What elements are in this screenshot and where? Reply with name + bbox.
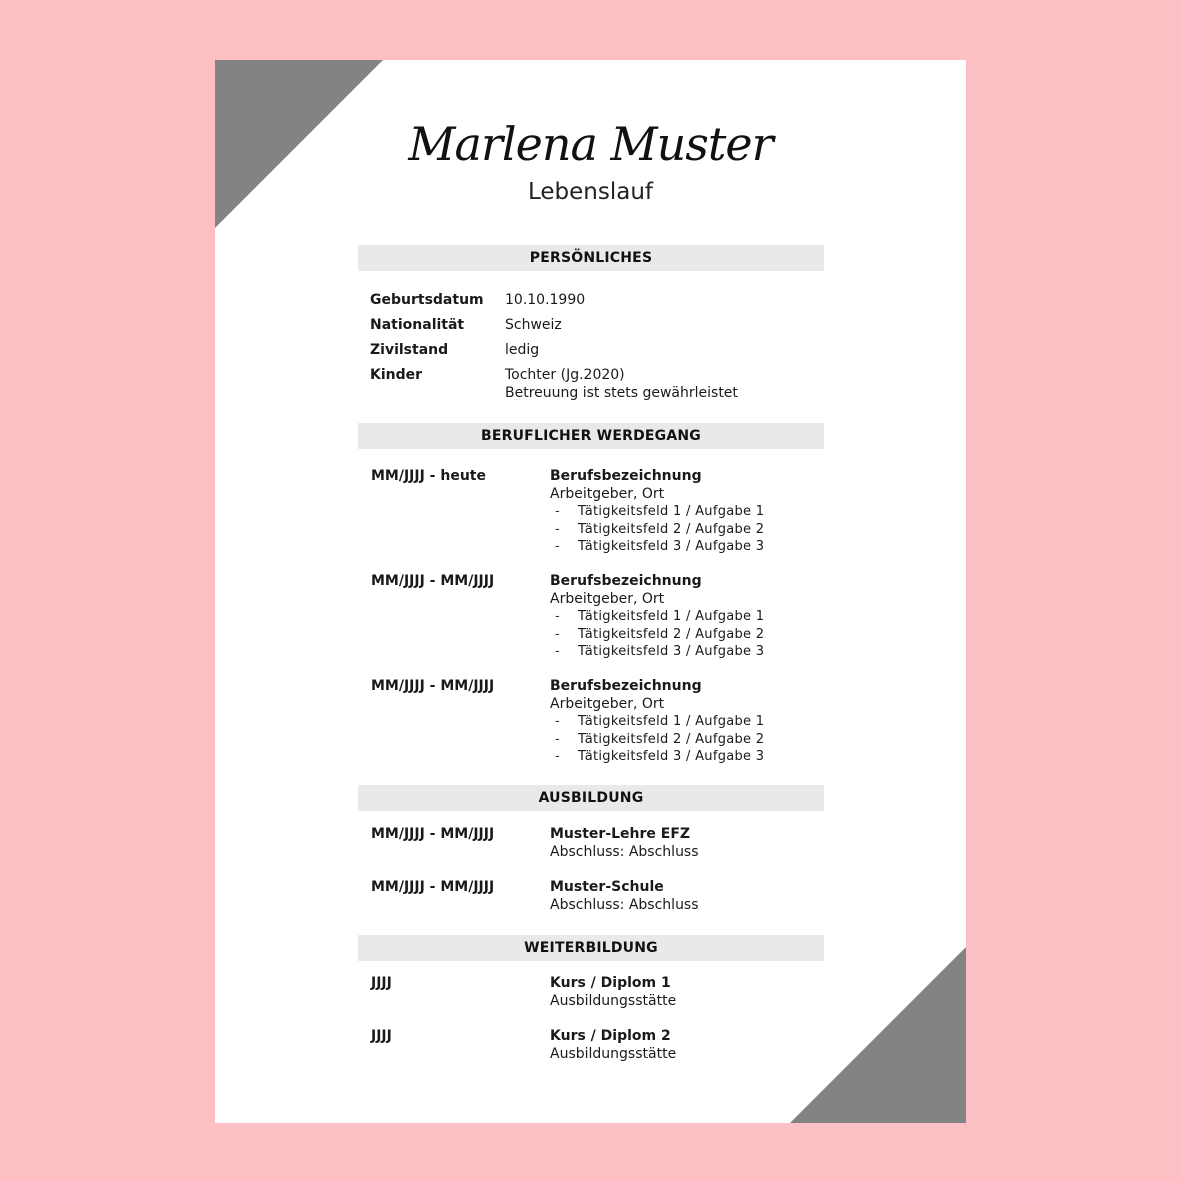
- personal-label: Zivilstand: [370, 342, 449, 358]
- personal-label: Kinder: [370, 367, 423, 383]
- personal-value: Schweiz: [505, 317, 562, 333]
- list-dash: -: [555, 627, 560, 642]
- list-dash: -: [555, 522, 560, 537]
- list-dash: -: [555, 749, 560, 764]
- career-employer: Arbeitgeber, Ort: [550, 696, 665, 712]
- education-period: MM/JJJJ - MM/JJJJ: [371, 879, 495, 895]
- career-task: Tätigkeitsfeld 2 / Aufgabe 2: [578, 627, 765, 642]
- section-header-training: WEITERBILDUNG: [358, 935, 824, 961]
- education-title: Muster-Lehre EFZ: [550, 826, 691, 842]
- career-period: MM/JJJJ - MM/JJJJ: [371, 678, 495, 694]
- list-dash: -: [555, 539, 560, 554]
- list-dash: -: [555, 504, 560, 519]
- section-header-career: BERUFLICHER WERDEGANG: [358, 423, 824, 449]
- career-task: Tätigkeitsfeld 3 / Aufgabe 3: [578, 644, 765, 659]
- personal-value: ledig: [505, 342, 540, 358]
- career-title: Berufsbezeichnung: [550, 573, 702, 589]
- career-task: Tätigkeitsfeld 2 / Aufgabe 2: [578, 732, 765, 747]
- training-detail: Ausbildungsstätte: [550, 993, 677, 1009]
- section-header-personal: PERSÖNLICHES: [358, 245, 824, 271]
- career-task: Tätigkeitsfeld 1 / Aufgabe 1: [578, 609, 765, 624]
- list-dash: -: [555, 609, 560, 624]
- career-title: Berufsbezeichnung: [550, 468, 702, 484]
- career-title: Berufsbezeichnung: [550, 678, 702, 694]
- personal-value: 10.10.1990: [505, 292, 586, 308]
- education-title: Muster-Schule: [550, 879, 664, 895]
- resume-page: [215, 60, 966, 1123]
- personal-label: Geburtsdatum: [370, 292, 484, 308]
- training-period: JJJJ: [371, 1028, 392, 1044]
- training-period: JJJJ: [371, 975, 392, 991]
- career-employer: Arbeitgeber, Ort: [550, 591, 665, 607]
- list-dash: -: [555, 644, 560, 659]
- career-task: Tätigkeitsfeld 3 / Aufgabe 3: [578, 749, 765, 764]
- personal-value-note: Betreuung ist stets gewährleistet: [505, 385, 738, 401]
- training-title: Kurs / Diplom 2: [550, 1028, 671, 1044]
- training-detail: Ausbildungsstätte: [550, 1046, 677, 1062]
- education-period: MM/JJJJ - MM/JJJJ: [371, 826, 495, 842]
- training-title: Kurs / Diplom 1: [550, 975, 671, 991]
- personal-label: Nationalität: [370, 317, 465, 333]
- list-dash: -: [555, 714, 560, 729]
- career-task: Tätigkeitsfeld 1 / Aufgabe 1: [578, 504, 765, 519]
- name-signature: Marlena Muster: [408, 117, 773, 171]
- career-employer: Arbeitgeber, Ort: [550, 486, 665, 502]
- career-period: MM/JJJJ - heute: [371, 468, 486, 484]
- document-subtitle: Lebenslauf: [527, 179, 654, 205]
- section-header-education: AUSBILDUNG: [358, 785, 824, 811]
- career-task: Tätigkeitsfeld 2 / Aufgabe 2: [578, 522, 765, 537]
- list-dash: -: [555, 732, 560, 747]
- personal-value: Tochter (Jg.2020): [505, 367, 625, 383]
- education-detail: Abschluss: Abschluss: [550, 897, 699, 913]
- corner-decoration-bottom-right: [790, 947, 966, 1123]
- education-detail: Abschluss: Abschluss: [550, 844, 699, 860]
- career-period: MM/JJJJ - MM/JJJJ: [371, 573, 495, 589]
- career-task: Tätigkeitsfeld 3 / Aufgabe 3: [578, 539, 765, 554]
- career-task: Tätigkeitsfeld 1 / Aufgabe 1: [578, 714, 765, 729]
